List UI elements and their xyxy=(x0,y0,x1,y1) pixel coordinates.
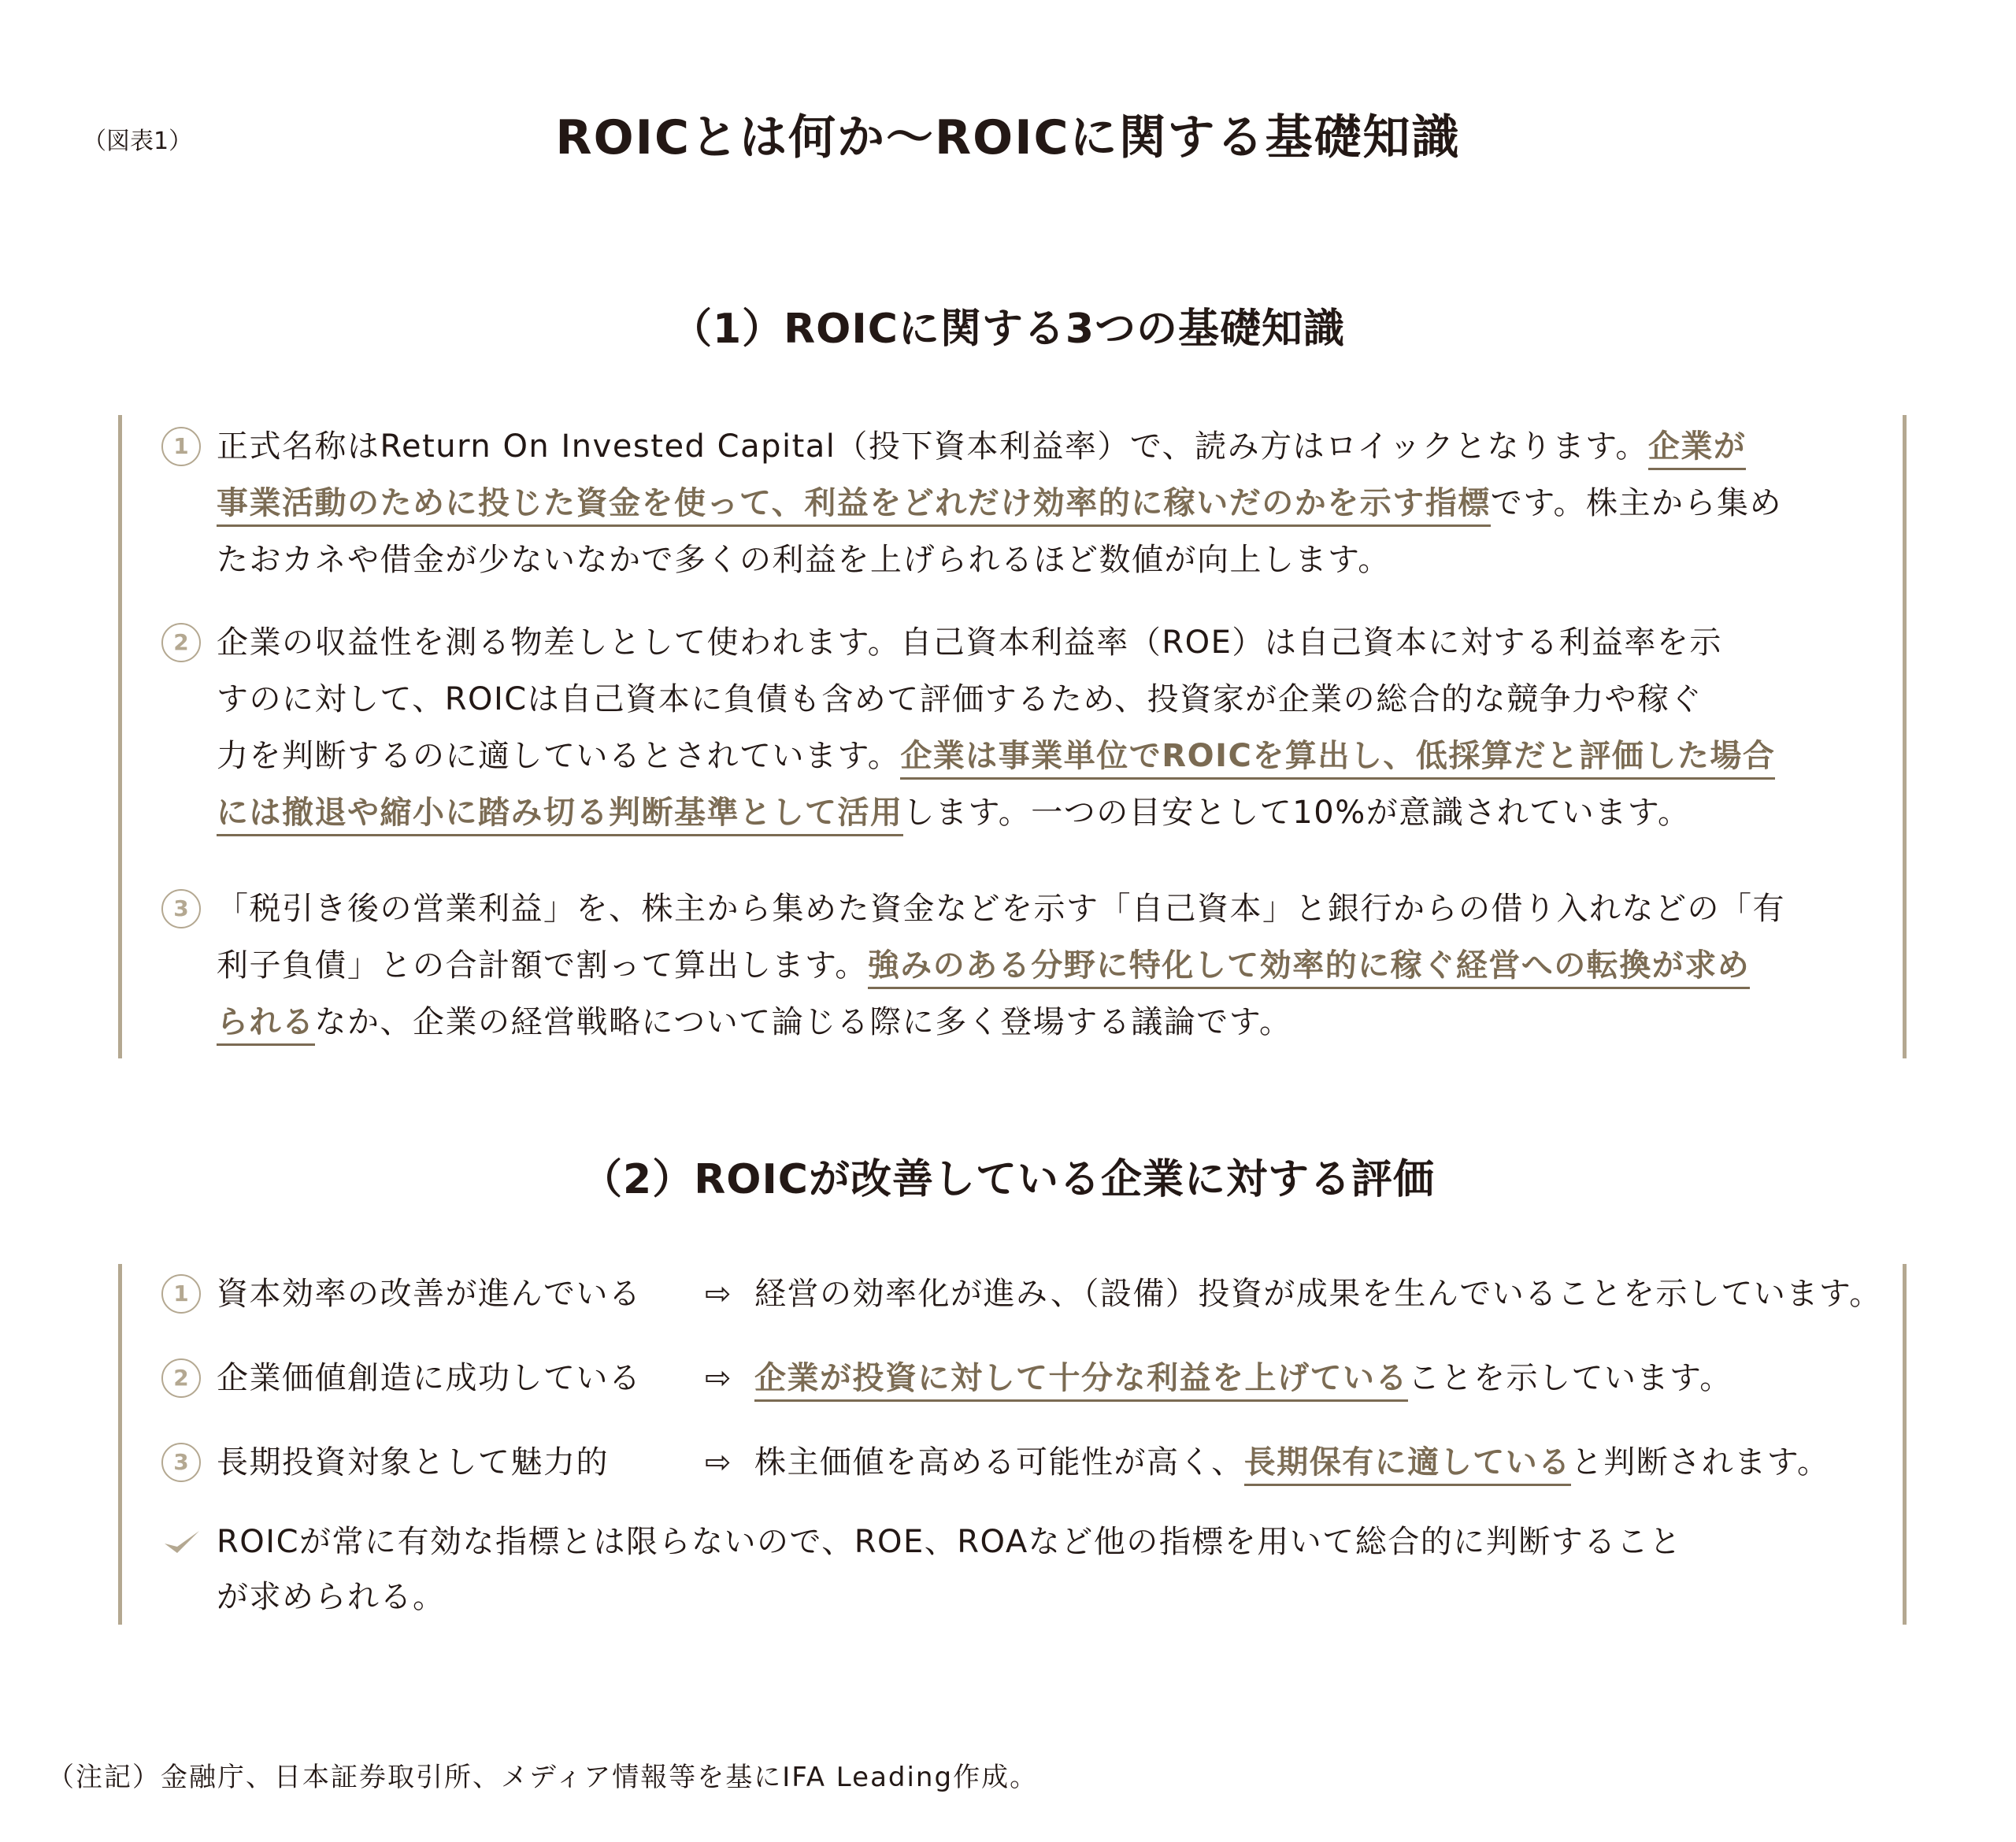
highlight-text: 長期保有に適している xyxy=(1244,1444,1571,1486)
text: ことを示しています。 xyxy=(1408,1360,1732,1396)
row-description xyxy=(754,1272,1882,1316)
text: と判断されます。 xyxy=(1570,1444,1830,1481)
item-line xyxy=(217,943,1750,988)
page-title: ROICとは何か～ROICに関する基礎知識 xyxy=(555,110,1461,165)
section2-heading: （2）ROICが改善している企業に対する評価 xyxy=(581,1156,1435,1203)
section2-right-bar xyxy=(1903,1264,1907,1625)
highlight-text: られる xyxy=(217,1004,315,1046)
text: 利子負債」との合計額で割って算出します。 xyxy=(217,947,868,984)
arrow-right-icon: ⇨ xyxy=(705,1276,732,1312)
number-circle-icon: 1 xyxy=(161,1274,201,1314)
item-line: 「税引き後の営業利益」を、株主から集めた資金などを示す「自己資本」と銀行からの借り入れなどの「有 xyxy=(217,891,1785,927)
row-description xyxy=(754,1356,1732,1400)
text: です。株主から集め xyxy=(1490,485,1783,521)
number-circle-icon: 2 xyxy=(161,623,201,662)
note-line: が求められる。 xyxy=(217,1579,446,1615)
number-circle-icon: 2 xyxy=(161,1358,201,1398)
row-description xyxy=(754,1440,1830,1484)
item-line xyxy=(217,791,1691,835)
row-label: 企業価値創造に成功している xyxy=(217,1360,642,1396)
item-line xyxy=(217,424,1746,469)
section1-heading: （1）ROICに関する3つの基礎知識 xyxy=(670,306,1346,353)
highlight-text: 強みのある分野に特化して効率的に稼ぐ経営への転換が求め xyxy=(868,947,1751,989)
footnote: （注記）金融庁、日本証券取引所、メディア情報等を基にIFA Leading作成。 xyxy=(47,1762,1039,1793)
text: 経営の効率化が進み、（設備）投資が成果を生んでいることを示しています。 xyxy=(754,1276,1882,1312)
section1-right-bar xyxy=(1903,415,1907,1058)
number-circle-icon: 3 xyxy=(161,889,201,928)
highlight-text: には撤退や縮小に踏み切る判断基準として活用 xyxy=(217,795,903,836)
number-circle-icon: 3 xyxy=(161,1443,201,1482)
item-line xyxy=(217,1000,1292,1044)
row-label: 資本効率の改善が進んでいる xyxy=(217,1276,642,1312)
text: 力を判断するのに適しているとされています。 xyxy=(217,738,901,774)
highlight-text: 企業が xyxy=(1648,428,1747,470)
item-line: すのに対して、ROICは自己資本に負債も含めて評価するため、投資家が企業の総合的な競争力や稼ぐ xyxy=(217,681,1703,717)
text: 正式名称はReturn On Invested Capital（投下資本利益率）で、読み方はロイックとなります。 xyxy=(217,428,1648,465)
check-icon xyxy=(163,1526,201,1558)
row-label: 長期投資対象として魅力的 xyxy=(217,1444,609,1481)
text: します。一つの目安として10%が意識されています。 xyxy=(902,795,1691,831)
item-line: たおカネや借金が少ないなかで多くの利益を上げられるほど数値が向上します。 xyxy=(217,542,1391,578)
highlight-text: 企業は事業単位でROICを算出し、低採算だと評価した場合 xyxy=(900,738,1775,780)
highlight-text: 企業が投資に対して十分な利益を上げている xyxy=(754,1360,1408,1402)
item-line xyxy=(217,734,1775,778)
figure-label: （図表1） xyxy=(83,128,193,155)
highlight-text: 事業活動のために投じた資金を使って、利益をどれだけ効率的に稼いだのかを示す指標 xyxy=(217,485,1491,527)
item-line: 企業の収益性を測る物差しとして使われます。自己資本利益率（ROE）は自己資本に対する利益率を示 xyxy=(217,625,1722,661)
section1-left-bar xyxy=(118,415,122,1058)
text: なか、企業の経営戦略について論じる際に多く登場する議論です。 xyxy=(314,1004,1292,1040)
item-line xyxy=(217,481,1782,525)
section2-left-bar xyxy=(118,1264,122,1625)
arrow-right-icon: ⇨ xyxy=(705,1444,732,1481)
text: 株主価値を高める可能性が高く、 xyxy=(754,1444,1244,1481)
note-line: ROICが常に有効な指標とは限らないので、ROE、ROAなど他の指標を用いて総合的に判断すること xyxy=(217,1524,1682,1560)
arrow-right-icon: ⇨ xyxy=(705,1360,732,1396)
number-circle-icon: 1 xyxy=(161,427,201,466)
